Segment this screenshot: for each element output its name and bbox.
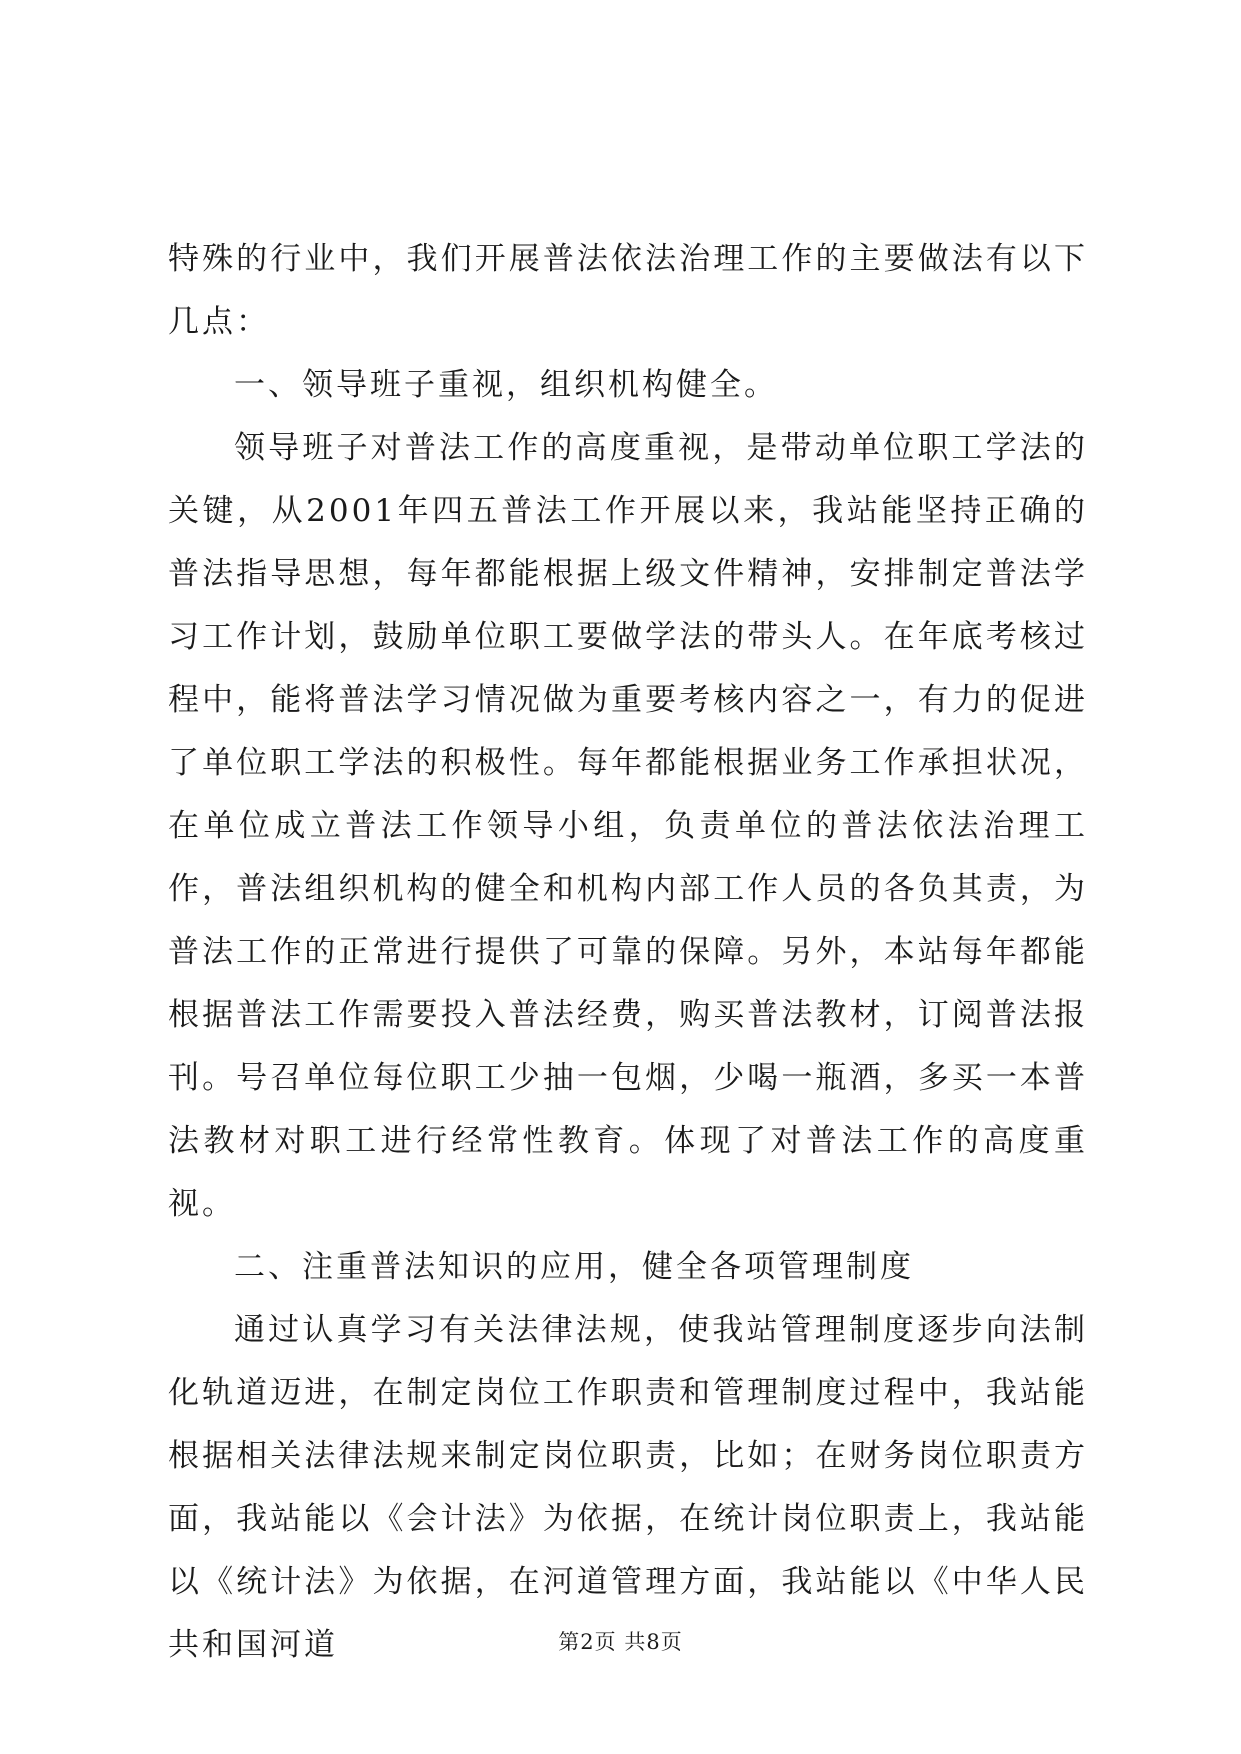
paragraph-leadership: 领导班子对普法工作的高度重视，是带动单位职工学法的关键，从2001年四五普法工作开展以来，我站能坚持正确的普法指导思想，每年都能根据上级文件精神，安排制定普法学习工作计划，鼓励单位职工要做学法的带头人。在年底考核过程中，能将普法学习情况做为重要考核内容之一，有力的促进了单位职工学法的积极性。每年都能根据业务工作承担状况，在单位成立普法工作领导小组，负责单位的普法依法治理工作，普法组织机构的健全和机构内部工作人员的各负其责，为普法工作的正常进行提供了可靠的保障。另外，本站每年都能根据普法工作需要投入普法经费，购买普法教材，订阅普法报刊。号召单位每位职工少抽一包烟，少喝一瓶酒，多买一本普法教材对职工进行经常性教育。体现了对普法工作的高度重视。: [168, 430, 1088, 1222]
paragraph-continuation: 特殊的行业中，我们开展普法依法治理工作的主要做法有以下几点：: [168, 241, 1088, 340]
document-body: [168, 228, 1088, 1677]
paragraph-management: 通过认真学习有关法律法规，使我站管理制度逐步向法制化轨道迈进，在制定岗位工作职责和管理制度过程中，我站能根据相关法律法规来制定岗位职责，比如；在财务岗位职责方面，我站能以《会计法》为依据，在统计岗位职责上，我站能以《统计法》为依据，在河道管理方面，我站能以《中华人民共和国河道: [168, 1312, 1088, 1663]
section-heading-1: 一、领导班子重视，组织机构健全。: [234, 367, 778, 403]
section-heading-2: 二、注重普法知识的应用，健全各项管理制度: [234, 1249, 914, 1285]
page-number-footer: 第2页 共8页: [558, 1630, 683, 1654]
